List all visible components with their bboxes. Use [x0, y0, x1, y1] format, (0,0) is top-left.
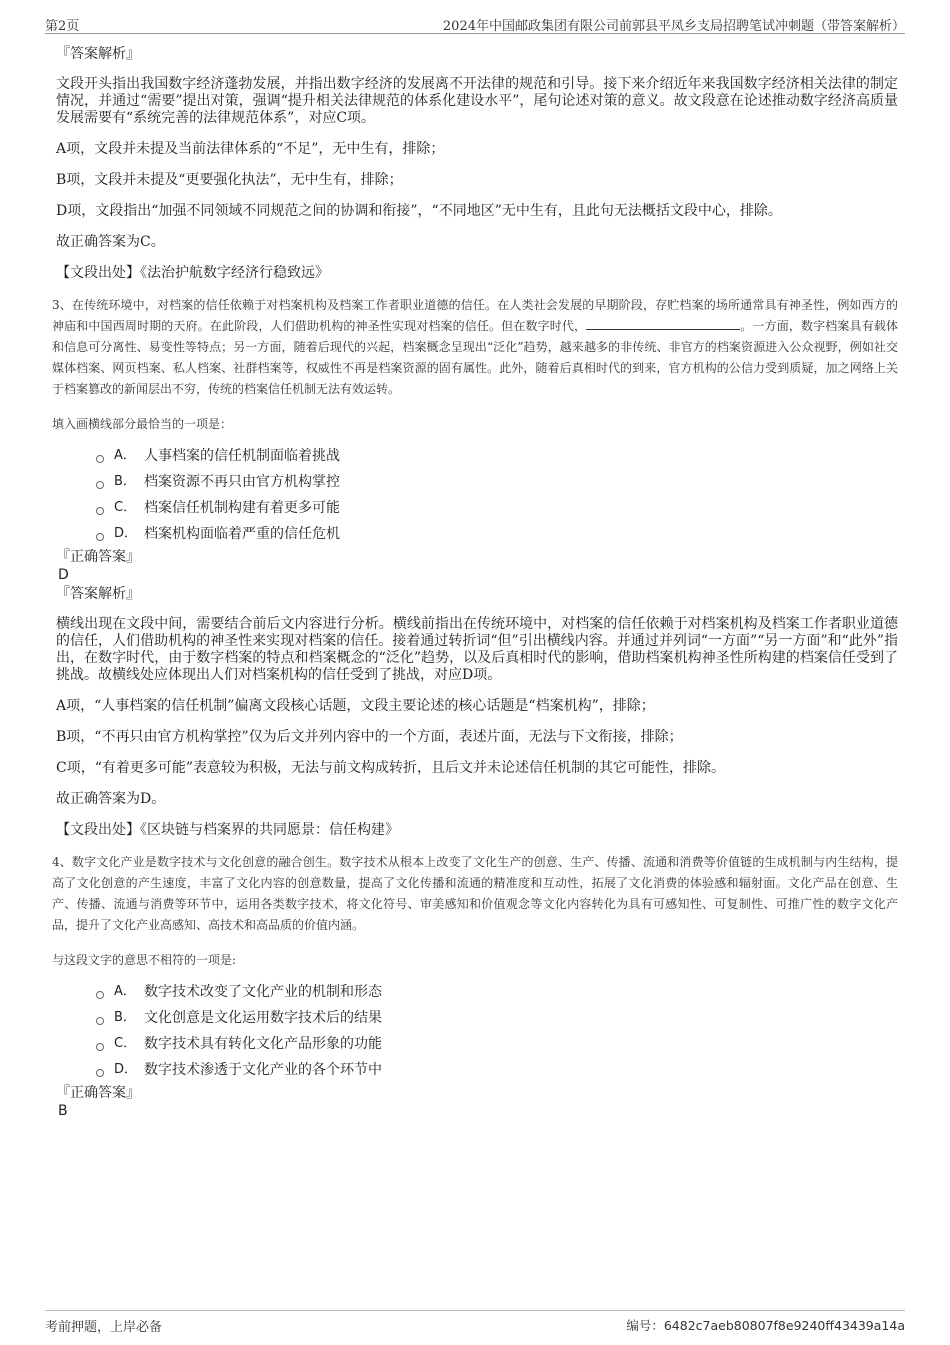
- option-d[interactable]: D． 档案机构面临着严重的信任危机: [96, 521, 898, 547]
- radio-icon[interactable]: [96, 533, 104, 541]
- question-3-options: [96, 443, 898, 547]
- fill-blank: [586, 317, 740, 330]
- option-b[interactable]: B． 文化创意是文化运用数字技术后的结果: [96, 1005, 898, 1031]
- analysis-option-d: D项，文段指出“加强不同领域不同规范之间的协调和衔接”，“不同地区”无中生有，且此句无法概括文段中心，排除。: [56, 203, 782, 219]
- analysis-label: 『答案解析』: [56, 586, 140, 602]
- page-number: 第2页: [45, 19, 80, 34]
- question-4-prompt: 与这段文字的意思不相符的一项是:: [52, 953, 237, 967]
- correct-answer: D: [58, 567, 69, 583]
- document-body: [52, 44, 898, 1120]
- option-b[interactable]: B． 档案资源不再只由官方机构掌控: [96, 469, 898, 495]
- document-title: 2024年中国邮政集团有限公司前郭县平凤乡支局招聘笔试冲刺题（带答案解析）: [442, 19, 905, 34]
- radio-icon[interactable]: [96, 991, 104, 999]
- question-4-stem: 4、数字文化产业是数字技术与文化创意的融合创生。数字技术从根本上改变了文化生产的创意、生产、传播、流通和消费等价值链的生成机制与内生结构，提高了文化创意的产生速度，丰富了文化内容的创意数量，提高了文化传播和流通的精准度和互动性，拓展了文化消费的体验感和辐射面。文化产品在创意、生产、传播、流通与消费等环节中，运用各类数字技术，将文化符号、审美感知和价值观念等文化内容转化为具有可感知性、可复制性、可推广性的数字文化产品，提升了文化产业高感知、高技术和高品质的价值内涵。: [52, 855, 898, 932]
- analysis-option-a: A项，“人事档案的信任机制”偏离文段核心话题，文段主要论述的核心话题是“档案机构”，排除；: [56, 698, 655, 714]
- page-header: [45, 13, 905, 34]
- correct-answer-label: 『正确答案』: [56, 549, 140, 565]
- source-citation: 【文段出处】《区块链与档案界的共同愿景：信任构建》: [56, 822, 399, 838]
- analysis-option-c: C项，“有着更多可能”表意较为积极，无法与前文构成转折，且后文并未论述信任机制的其它可能性，排除。: [56, 760, 726, 776]
- page-footer: [45, 1310, 905, 1335]
- option-c[interactable]: C． 档案信任机制构建有着更多可能: [96, 495, 898, 521]
- question-3-prompt: 填入画横线部分最恰当的一项是：: [52, 417, 233, 431]
- option-a[interactable]: A． 人事档案的信任机制面临着挑战: [96, 443, 898, 469]
- analysis-text: 文段开头指出我国数字经济蓬勃发展，并指出数字经济的发展离不开法律的规范和引导。接下来介绍近年来我国数字经济相关法律的制定情况，并通过“需要”提出对策，强调“提升相关法律规范的体系化建设水平”，尾句论述对策的意义。故文段意在论述推动数字经济高质量发展需要有“系统完善的法律规范体系”，对应C项。: [56, 76, 898, 126]
- analysis-option-b: B项，“不再只由官方机构掌控”仅为后文并列内容中的一个方面，表述片面，无法与下文衔接，排除；: [56, 729, 683, 745]
- document-id: 编号：6482c7aeb80807f8e9240ff43439a14a: [626, 1318, 905, 1333]
- radio-icon[interactable]: [96, 1017, 104, 1025]
- radio-icon[interactable]: [96, 481, 104, 489]
- correct-answer: B: [58, 1103, 68, 1119]
- radio-icon[interactable]: [96, 1043, 104, 1051]
- option-a[interactable]: A． 数字技术改变了文化产业的机制和形态: [96, 979, 898, 1005]
- analysis-option-a: A项，文段并未提及当前法律体系的“不足”，无中生有，排除；: [56, 141, 445, 157]
- radio-icon[interactable]: [96, 455, 104, 463]
- footer-slogan: 考前押题，上岸必备: [45, 1320, 163, 1335]
- source-citation: 【文段出处】《法治护航数字经济行稳致远》: [56, 265, 329, 281]
- option-c[interactable]: C． 数字技术具有转化文化产品形象的功能: [96, 1031, 898, 1057]
- correct-answer-label: 『正确答案』: [56, 1085, 140, 1101]
- option-d[interactable]: D． 数字技术渗透于文化产业的各个环节中: [96, 1057, 898, 1083]
- conclusion: 故正确答案为D。: [56, 791, 166, 807]
- radio-icon[interactable]: [96, 507, 104, 515]
- radio-icon[interactable]: [96, 1069, 104, 1077]
- question-3-stem: 3、在传统环境中，对档案的信任依赖于对档案机构及档案工作者职业道德的信任。在人类社会发展的早期阶段，存贮档案的场所通常具有神圣性，例如西方的神庙和中国西周时期的天府。在此阶段，人们借助机构的神圣性实现对档案的信任。但在数字时代， 。一方面，数字档案具有载体和信息可分离性、易变性等特点；另一方面，随着后现代的兴起，档案概念呈现出“泛化”趋势，越来越多的非传统、非官方的档案资源进入公众视野，例如社交媒体档案、网页档案、私人档案、社群档案等，权威性不再是档案资源的固有属性。此外，随着后真相时代的到来，官方机构的公信力受到质疑，加之网络上关于档案篡改的新闻层出不穷，传统的档案信任机制无法有效运转。: [52, 298, 898, 396]
- analysis-option-b: B项，文段并未提及“更要强化执法”，无中生有，排除；: [56, 172, 403, 188]
- analysis-text: 横线出现在文段中间，需要结合前后文内容进行分析。横线前指出在传统环境中，对档案的信任依赖于对档案机构及档案工作者职业道德的信任，人们借助机构的神圣性来实现对档案的信任。接着通过转折词“但”引出横线内容。并通过并列词“一方面”“另一方面”和“此外”指出，在数字时代，由于数字档案的特点和档案概念的“泛化”趋势，以及后真相时代的影响，借助档案机构神圣性所构建的档案信任受到了挑战。故横线处应体现出人们对档案机构的信任受到了挑战，对应D项。: [56, 616, 898, 683]
- conclusion: 故正确答案为C。: [56, 234, 165, 250]
- analysis-label: 『答案解析』: [56, 46, 140, 62]
- question-4-options: [96, 979, 898, 1083]
